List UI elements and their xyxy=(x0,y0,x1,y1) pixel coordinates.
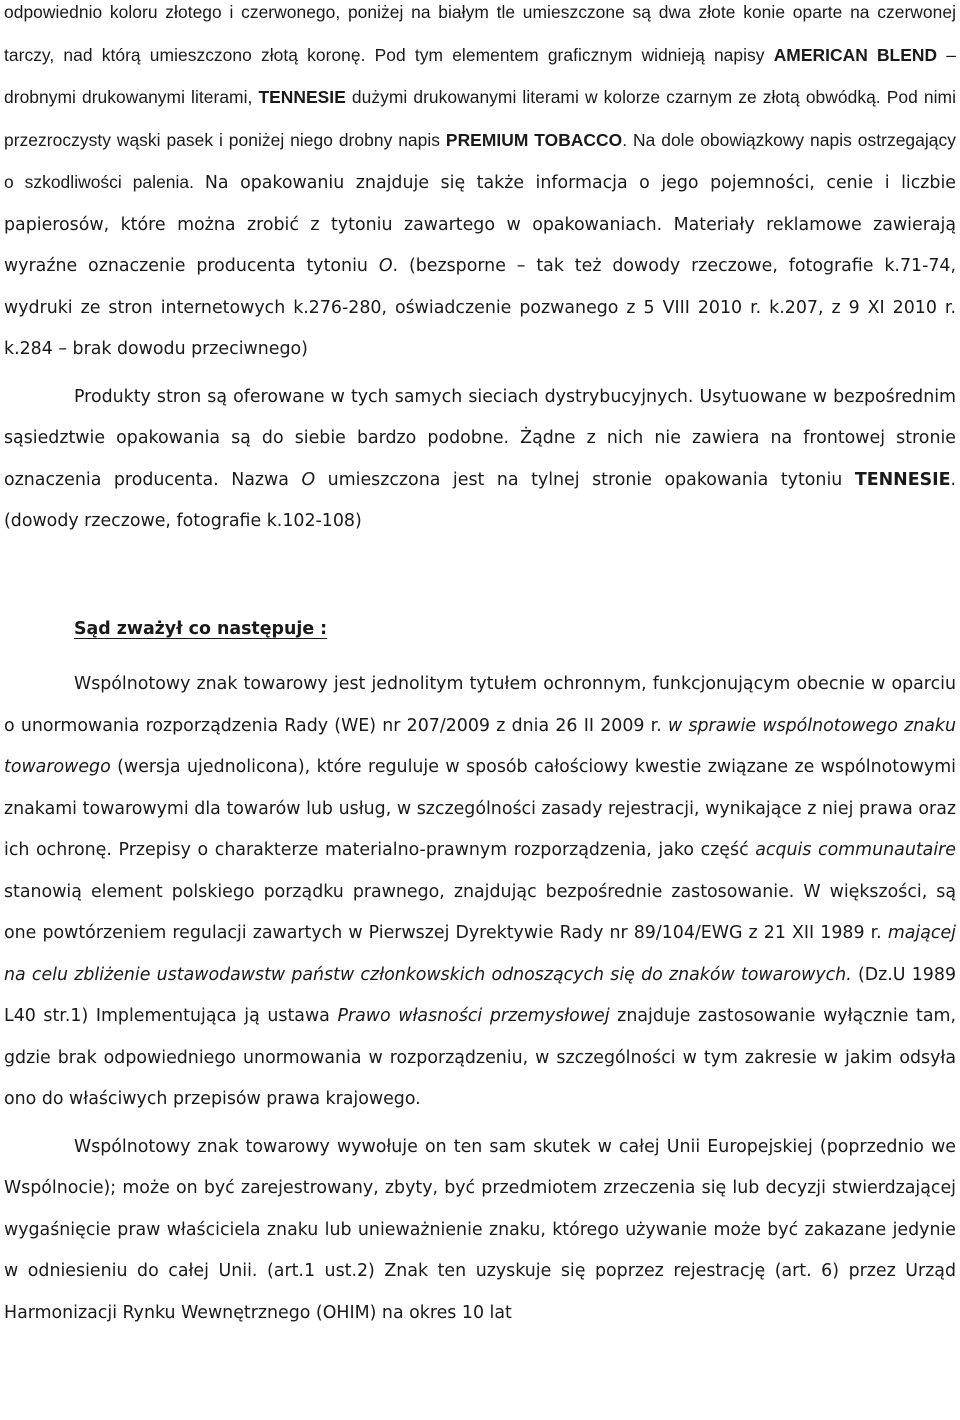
text-run: . (dowody rzeczowe, fotografie k.102-108) xyxy=(4,469,956,531)
bold-text-premium-tobacco: PREMIUM TOBACCO xyxy=(445,129,623,150)
text-run: Wspólnotowy znak towarowy jest jednolitym tytułem ochronnym, funkcjonującym obecnie w oparciu o unormowania rozporządzenia Rady (WE) nr 207/2009 z dnia 26 II 2009 r. xyxy=(4,674,956,736)
text-run: Produkty stron są oferowane w tych samych sieciach dystrybucyjnych. Usytuowane w bezpośrednim sąsiedztwie opakowania są do siebie bardzo podobne. Żądne z nich nie zawiera na frontowej stronie oznaczenia producenta. Nazwa xyxy=(4,386,956,490)
paragraph-packaging-description xyxy=(4,0,956,371)
paragraph-distribution xyxy=(4,377,956,543)
italic-text-regulation-title: w sprawie wspólnotowego znaku towarowego xyxy=(4,715,956,777)
italic-text-directive-title: mającej na celu zbliżenie ustawodawstw państw członkowskich odnoszących się do znaków towarowych. xyxy=(4,923,956,985)
bold-text-tennesie: TENNESIE xyxy=(854,469,951,490)
section-heading: Sąd zważył co następuje : xyxy=(74,618,328,639)
italic-text-law-title: Prawo własności przemysłowej xyxy=(337,1006,610,1026)
bold-text-american-blend: AMERICAN BLEND xyxy=(773,44,938,65)
paragraph-community-trademark xyxy=(4,664,956,1121)
text-run: stanowią element polskiego porządku prawnego, znajdując bezpośrednie zastosowanie. W większości, są one powtórzeniem regulacji zawartych w Pierwszej Dyrektywie Rady nr 89/104/EWG z 21 XII 1989 r. xyxy=(4,881,956,943)
italic-text-o: O xyxy=(301,469,316,490)
text-run: umieszczona jest na tylnej stronie opakowania tytoniu xyxy=(315,469,855,490)
text-run: Wspólnotowy znak towarowy wywołuje on ten sam skutek w całej Unii Europejskiej (poprzednio we Wspólnocie); może on być zarejestrowany, zbyty, być przedmiotem zrzeczenia się lub decyzji stwierdzającej wygaśnięcie praw właściciela znaku lub unieważnienie znaku, którego używanie może być zakazane jedynie w odniesieniu do całej Unii. (art.1 ust.2) Znak ten uzyskuje się poprzez rejestrację (art. 6) przez Urząd Harmonizacji Rynku Wewnętrznego (OHIM) na okres 10 lat xyxy=(4,1136,956,1323)
italic-text-o: O xyxy=(378,256,393,276)
text-run: (wersja ujednolicona), które reguluje w sposób całościowy kwestie związane ze wspólnotowymi znakami towarowymi dla towarów lub usług, w szczególności zasady rejestracji, wynikające z niej prawa oraz ich ochronę. Przepisy o charakterze materialno-prawnym rozporządzenia, jako część xyxy=(4,757,956,860)
text-run: Na opakowaniu znajduje się także informacja o jego pojemności, cenie i liczbie papierosów, które można zrobić z tytoniu zawartego w opakowaniach. Materiały reklamowe zawierają wyraźne oznaczenie producenta tytoniu xyxy=(4,173,956,276)
text-run: . Na dole obowiązkowy napis ostrzegający o szkodliwości palenia. xyxy=(4,129,956,192)
text-run: – drobnymi drukowanymi literami, xyxy=(4,44,956,107)
bold-text-tennesie: TENNESIE xyxy=(258,87,346,107)
text-run: dużymi drukowanymi literami w kolorze czarnym ze złotą obwódką. Pod nimi przezroczysty wąski pasek i poniżej niego drobny napis xyxy=(4,87,956,150)
paragraph-trademark-effect xyxy=(4,1127,956,1335)
section-heading-wrapper xyxy=(4,609,956,651)
text-run: . (bezsporne – tak też dowody rzeczowe, fotografie k.71-74, wydruki ze stron internetowych k.276-280, oświadczenie pozwanego z 5 VIII 2010 r. k.207, z 9 XI 2010 r. k.284 – brak dowodu przeciwnego) xyxy=(4,256,957,359)
text-run: znajduje zastosowanie wyłącznie tam, gdzie brak odpowiedniego unormowania w rozporządzeniu, w szczególności w tym zakresie w jakim odsyła ono do właściwych przepisów prawa krajowego. xyxy=(4,1006,956,1109)
text-run: odpowiednio koloru złotego i czerwonego, poniżej na białym tle umieszczone są dwa złote konie oparte na czerwonej tarczy, nad którą umieszczono złotą koronę. Pod tym elementem graficznym widnieją napisy xyxy=(4,2,956,65)
text-run: (Dz.U 1989 L40 str.1) Implementująca ją ustawa xyxy=(4,964,957,1026)
italic-text-acquis: acquis communautaire xyxy=(755,840,956,860)
